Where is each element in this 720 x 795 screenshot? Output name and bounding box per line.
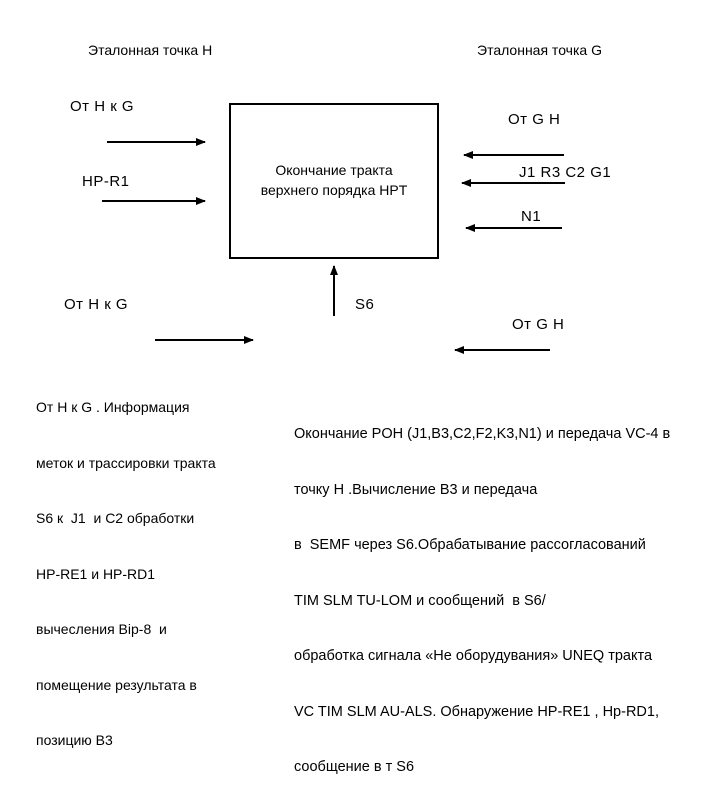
label-s6: S6 (355, 296, 375, 313)
left-info-line: помещение результата в (36, 676, 197, 693)
right-description-line: обработка сигнала «Не оборудувания» UNEQ тракта (294, 648, 653, 664)
right-description-line: TIM SLM TU-LOM и сообщений в S6/ (294, 592, 546, 609)
right-description-line: VC TIM SLM AU-ALS. Обнаружение HP-RE1 , Hp-RD1, (294, 703, 659, 720)
left-info-text (36, 361, 216, 768)
right-description-line: Окончание POH (J1,B3,C2,F2,K3,N1) и передача VC-4 в (294, 426, 671, 442)
right-description-text (294, 388, 670, 795)
left-info-line: HP-RE1 и HP-RD1 (36, 565, 156, 582)
right-description-line: сообщение в т S6 (294, 759, 415, 775)
left-info-line: позицию В3 (36, 732, 113, 748)
hpt-block-label-line2: верхнего порядка HPT (260, 182, 408, 198)
reference-point-h-title: Эталонная точка H (88, 42, 213, 58)
label-from-h-to-g-bottom: От H к G (64, 296, 129, 313)
right-description-line: в SEMF через S6.Обрабатывание рассогласований (294, 537, 646, 553)
label-from-g-h-bottom: От G H (512, 316, 565, 333)
left-info-line: От H к G . Информация (36, 399, 190, 415)
hpt-block-label-line1: Окончание тракта (275, 162, 393, 178)
right-description-line: точку H .Вычисление B3 и передача (294, 481, 538, 498)
label-from-g-h-top: От G H (508, 111, 561, 128)
left-info-line: вычесления Bip-8 и (36, 621, 167, 637)
left-info-line: меток и трассировки тракта (36, 454, 216, 471)
label-j1-r3-c2-g1: J1 R3 C2 G1 (519, 164, 612, 181)
reference-point-g-title: Эталонная точка G (477, 42, 602, 58)
label-n1: N1 (521, 208, 542, 225)
hpt-block (229, 103, 439, 259)
label-from-h-to-g-top: От H к G (70, 98, 135, 115)
left-info-line: S6 к J1 и С2 обработки (36, 510, 195, 526)
label-hp-r1: HP-R1 (82, 173, 130, 190)
